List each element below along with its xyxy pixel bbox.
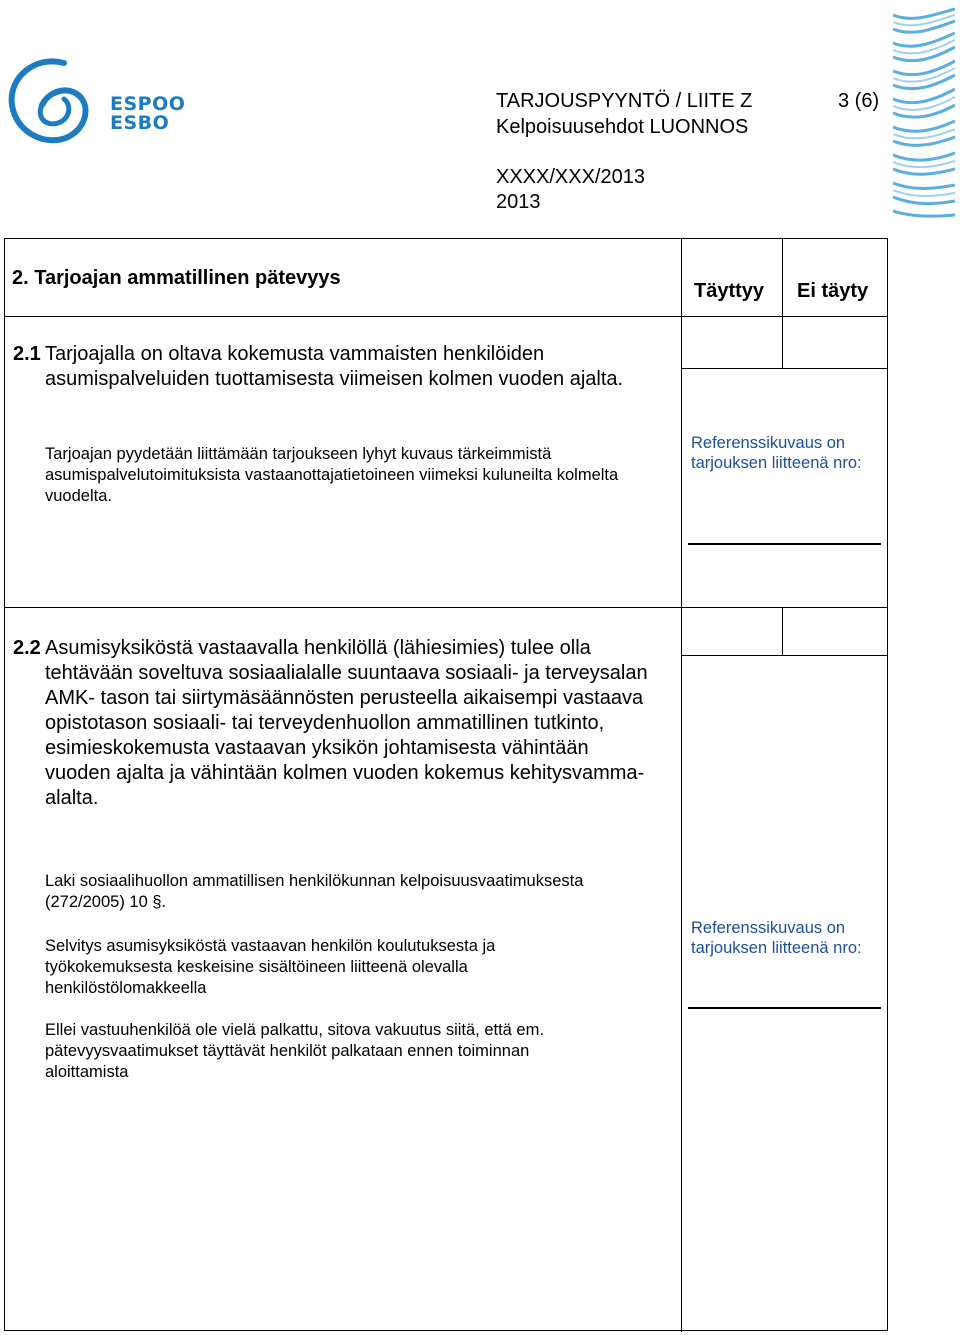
column-header-fulfilled: Täyttyy — [694, 280, 765, 302]
document-title: TARJOUSPYYNTÖ / LIITE Z — [496, 90, 753, 112]
document-subtitle: Kelpoisuusehdot LUONNOS — [496, 116, 749, 138]
document-year: 2013 — [496, 191, 541, 213]
requirement-number: 2.2 — [13, 637, 41, 659]
column-divider — [782, 607, 783, 656]
checkbox-not-fulfilled-2-2[interactable] — [784, 609, 886, 654]
reference-label: Referenssikuvaus on — [691, 919, 846, 937]
law-reference: Laki sosiaalihuollon ammatillisen henkilökunnan kelpoisuusvaatimuksesta — [45, 872, 584, 890]
row-divider — [682, 655, 887, 656]
row-divider — [5, 607, 887, 608]
section-title: 2. Tarjoajan ammatillinen pätevyys — [12, 267, 341, 289]
checkbox-not-fulfilled-2-1[interactable] — [784, 318, 886, 367]
attachment-number-line[interactable] — [688, 1007, 881, 1009]
page-number: 3 (6) — [838, 90, 880, 112]
law-reference: (272/2005) 10 §. — [45, 893, 167, 911]
logo-text-espoo: ESPOO — [110, 93, 186, 115]
reference-label: Referenssikuvaus on — [691, 434, 846, 452]
requirement-text: Tarjoajalla on oltava kokemusta vammaisten henkilöiden asumispalveluiden tuottamisesta viimeisen kolmen vuoden ajalta. — [45, 343, 624, 390]
decorative-stripe-pattern — [893, 5, 955, 219]
document-reference: XXXX/XXX/2013 — [496, 166, 645, 188]
column-divider — [782, 239, 783, 369]
header-row-divider — [5, 316, 887, 317]
requirement-number: 2.1 — [13, 343, 41, 365]
reference-label: tarjouksen liitteenä nro: — [691, 939, 862, 957]
checkbox-fulfilled-2-1[interactable] — [683, 318, 781, 367]
attachment-number-line[interactable] — [688, 543, 881, 545]
column-header-not-fulfilled: Ei täyty — [797, 280, 869, 302]
requirement-note: Ellei vastuuhenkilöä ole vielä palkattu, sitova vakuutus siitä, että em. pätevyysvaatimukset täyttävät henkilöt palkataan ennen toiminnan aloittamista — [45, 1021, 544, 1081]
requirement-note: Tarjoajan pyydetään liittämään tarjoukseen lyhyt kuvaus tärkeimmistä asumispalvelutoimituksista vastaanottajatietoineen viimeksi kuluneilta kolmelta vuodelta. — [45, 445, 619, 505]
row-divider — [682, 368, 887, 369]
qualification-table — [4, 238, 888, 1331]
logo-text-esbo: ESBO — [110, 112, 170, 134]
column-divider — [681, 239, 682, 1332]
requirement-note: Selvitys asumisyksiköstä vastaavan henkilön koulutuksesta ja työkokemuksesta keskeisine sisältöineen liitteenä olevalla henkilöstölomakkeella — [45, 937, 496, 997]
requirement-text: Asumisyksiköstä vastaavalla henkilöllä (lähiesimies) tulee olla tehtävään soveltuva sosiaalialalle suuntaava sosiaali- ja terveysalan AMK- tason tai siirtymäsäännösten perusteella aikaisempi vastaava opistotason sosiaali- tai terveydenhuollon ammatillinen tutkinto, esimieskokemusta vastaavan yksikön johtamisesta vähintään vuoden ajalta ja vähintään kolmen vuoden kokemus kehitysvamma-alalta. — [45, 637, 648, 809]
checkbox-fulfilled-2-2[interactable] — [683, 609, 781, 654]
reference-label: tarjouksen liitteenä nro: — [691, 454, 862, 472]
espoo-logo-emblem — [6, 55, 116, 155]
espoo-esbo-logo — [6, 55, 196, 155]
